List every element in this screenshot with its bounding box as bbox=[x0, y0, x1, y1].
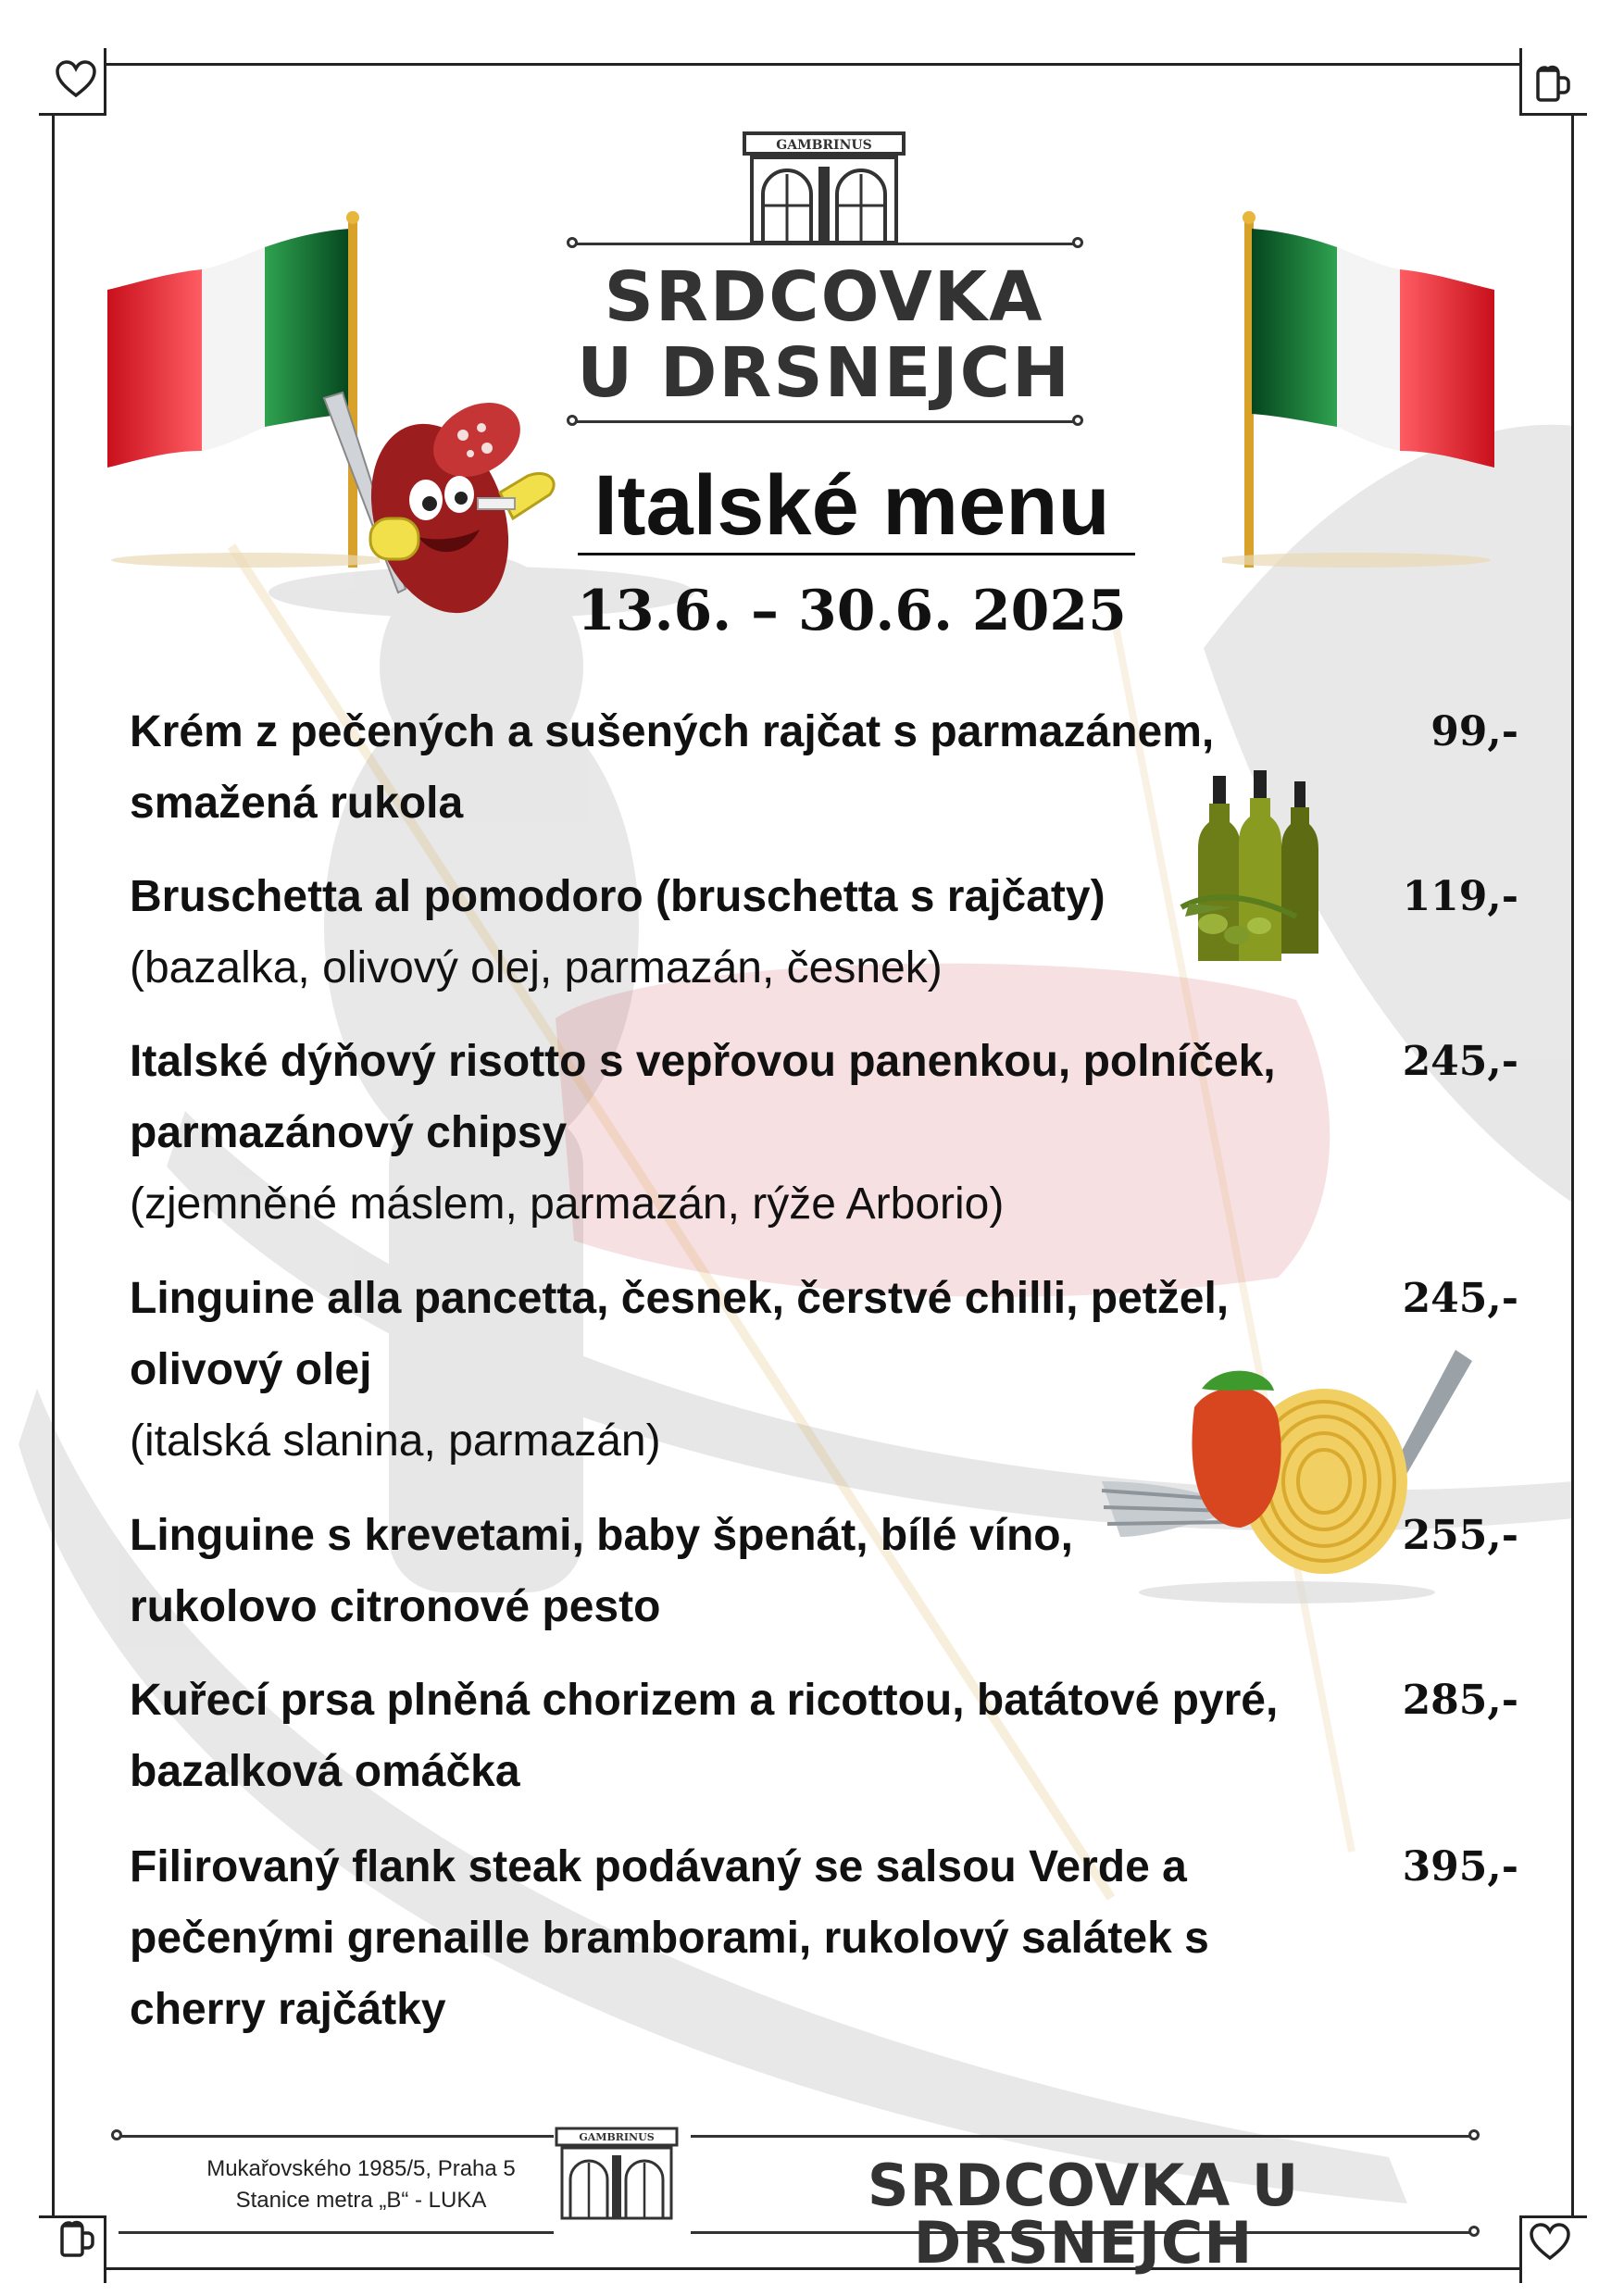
logo-top-rule bbox=[576, 243, 1076, 245]
menu-item-price: 285,- bbox=[1402, 1677, 1518, 1724]
footer-rule-dot bbox=[111, 2129, 122, 2140]
menu-dates: 13.6. – 30.6. 2025 bbox=[577, 579, 1127, 643]
brand-name-line2: U DRSNEJCH bbox=[577, 333, 1071, 413]
olive-oil-bottles-image bbox=[1176, 768, 1343, 981]
menu-item-name: Kuřecí prsa plněná chorizem a ricottou, batátové pyré, bazalková omáčka bbox=[130, 1676, 1279, 1796]
heart-icon bbox=[54, 57, 98, 102]
menu-item-name: Krém z pečených a sušených rajčat s parmazánem, smažená rukola bbox=[130, 707, 1215, 828]
gambrinus-building-logo bbox=[741, 130, 907, 248]
menu-item-name: Linguine s krevetami, baby špenát, bílé víno, rukolovo citronové pesto bbox=[130, 1511, 1073, 1631]
menu-item-price: 99,- bbox=[1430, 708, 1518, 755]
footer-rule bbox=[119, 2135, 554, 2138]
menu-item-name: Linguine alla pancetta, česnek, čerstvé chilli, petžel, olivový olej bbox=[130, 1274, 1230, 1394]
logo-rule-dot bbox=[1072, 415, 1083, 426]
footer-address-line2: Stanice metra „B“ - LUKA bbox=[235, 2188, 487, 2213]
footer-rule-dot bbox=[1468, 2129, 1480, 2140]
menu-item bbox=[130, 1831, 1518, 2045]
beer-mug-icon bbox=[54, 2216, 98, 2261]
beer-mug-icon bbox=[1530, 61, 1574, 106]
footer-brand-name: SRDCOVKA U DRSNEJCH bbox=[867, 2152, 1300, 2277]
menu-item-name: Filirovaný flank steak podávaný se salsou Verde a pečenými grenaille bramborami, rukolový salátek s cherry rajčátky bbox=[130, 1842, 1209, 2034]
menu-item bbox=[130, 1026, 1518, 1240]
heart-icon bbox=[1528, 2220, 1572, 2265]
menu-item bbox=[130, 1665, 1518, 1807]
menu-item-price: 245,- bbox=[1402, 1275, 1518, 1322]
logo-rule-dot bbox=[567, 237, 578, 248]
footer-address bbox=[167, 2153, 556, 2216]
italian-flag-right bbox=[1222, 208, 1500, 579]
footer-rule bbox=[119, 2231, 554, 2234]
footer-rule-dot bbox=[1468, 2226, 1480, 2237]
menu-item-price: 119,- bbox=[1402, 873, 1518, 920]
logo-bottom-rule bbox=[576, 420, 1076, 423]
menu-title-underline bbox=[578, 553, 1135, 555]
logo-sign-text: GAMBRINUS bbox=[776, 138, 872, 153]
menu-item-detail: (bazalka, olivový olej, parmazán, česnek) bbox=[130, 943, 943, 992]
gambrinus-building-logo bbox=[554, 2126, 680, 2222]
menu-item-detail: (zjemněné máslem, parmazán, rýže Arborio) bbox=[130, 1179, 1005, 1229]
menu-item-name: Italské dýňový risotto s vepřovou panenkou, polníček, parmazánový chipsy bbox=[130, 1037, 1276, 1157]
menu-item-price: 395,- bbox=[1402, 1843, 1518, 1890]
menu-item-price: 255,- bbox=[1402, 1512, 1518, 1559]
logo-rule-dot bbox=[1072, 237, 1083, 248]
brand-name-line1: SRDCOVKA bbox=[604, 257, 1044, 337]
menu-item-detail: (italská slanina, parmazán) bbox=[130, 1416, 661, 1466]
footer-rule bbox=[691, 2135, 1472, 2138]
menu-item-price: 245,- bbox=[1402, 1038, 1518, 1085]
spaghetti-fork-image bbox=[1093, 1342, 1481, 1611]
menu-title: Italské menu bbox=[593, 458, 1110, 553]
footer-logo-sign-text: GAMBRINUS bbox=[579, 2131, 655, 2143]
sausage-mascot bbox=[315, 380, 574, 630]
footer-address-line1: Mukařovského 1985/5, Praha 5 bbox=[206, 2156, 516, 2181]
menu-item-name: Bruschetta al pomodoro (bruschetta s rajčaty) bbox=[130, 872, 1106, 921]
